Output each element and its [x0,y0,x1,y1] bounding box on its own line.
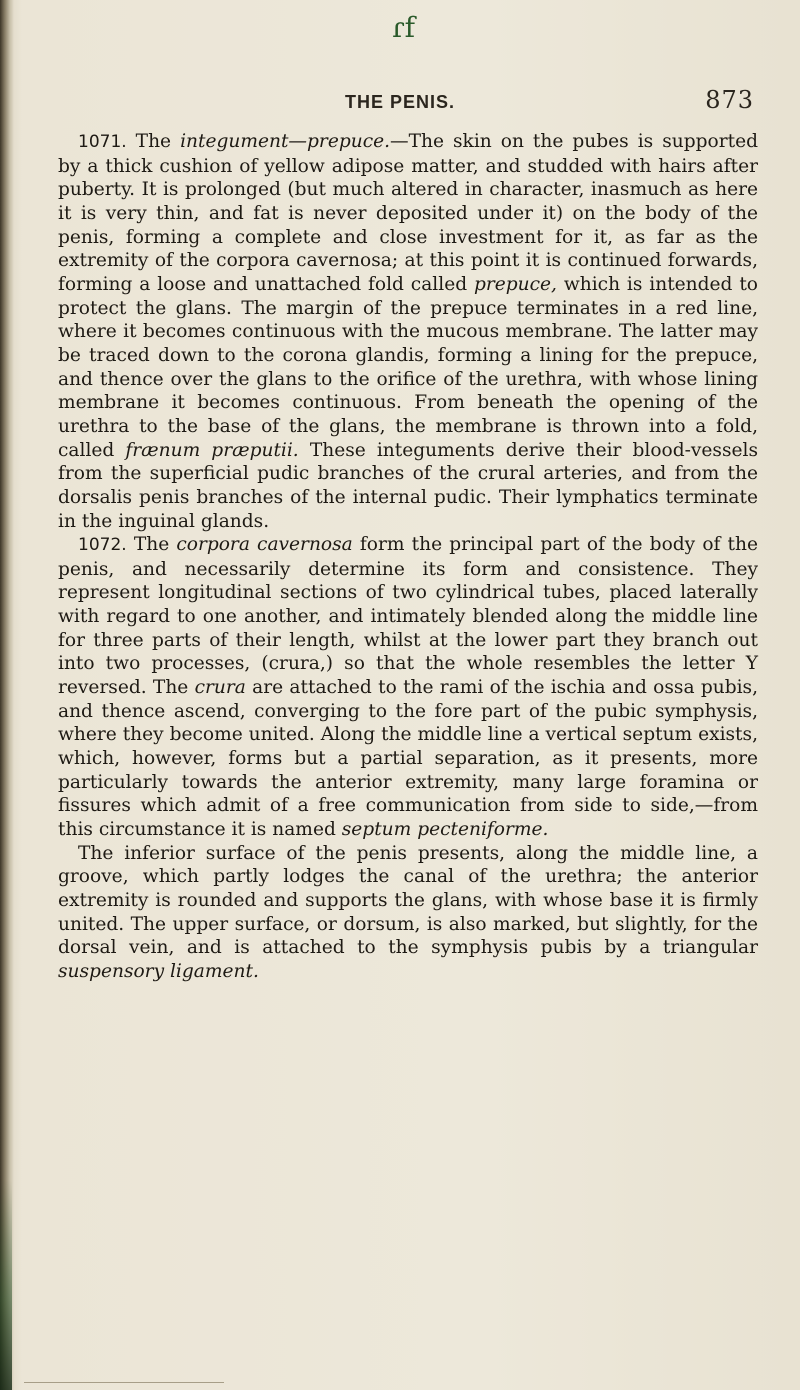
text-run: are attached to the rami of the ischia and ossa pubis, and thence ascend, converging to the fore part of the pubic symphysis, where they become united. Along the middle line a vertical septum exists, which, however, forms but a partial separation, as it presents, more particularly towards the anterior extremity, many large foramina or fissures which admit of a free communication from side to side,—from this circumstance it is named [58,677,759,841]
italic-term: frænum præputii. [125,439,299,461]
paragraph-number: 1072. [78,535,127,556]
italic-term: crura [194,677,246,699]
italic-term: corpora cavernosa [176,534,353,556]
paragraph-inferior-surface [58,842,758,984]
italic-term: integument—prepuce. [180,131,391,152]
italic-term: prepuce, [473,273,557,295]
paragraph-1072 [58,533,758,842]
text-run: The [126,131,181,152]
margin-mark: ɾf [392,11,416,44]
text-run: The inferior surface of the penis presents, along the middle line, a groove, which partly lodges the canal of the urethra; the anterior extremity is rounded and supports the glans, with whose base it is firmly united. The upper surface, or dorsum, is also marked, but slightly, for the dorsal vein, and is attached to the symphysis pubis by a triangular [58,842,758,959]
text-run: form the principal part of the body of the penis, and necessarily determine its form and consistence. They represent longitudinal sections of two cylindrical tubes, placed laterally with regard to one another, and intimately blended along the middle line for three parts of their length, whilst at the lower part they branch out into two processes, (crura,) so that the whole resembles the letter Y reversed. The [58,534,759,699]
text-run: —The skin on the pubes is supported by a thick cushion of yellow adipose matter, and studded with hairs after puberty. It is prolonged (but much altered in character, inasmuch as here it is very thin, and fat is never deposited under it) on the body of the penis, forming a complete and close investment for it, as far as the extremity of the corpora cavernosa; at this point it is continued forwards, forming a loose and unattached fold called [58,131,759,295]
italic-term: septum pecteniforme. [341,819,549,841]
paragraph-number: 1071. [78,132,127,152]
bottom-rule [24,1382,224,1383]
italic-term: suspensory ligament. [58,960,259,982]
page-title: THE PENIS. [344,92,456,112]
text-run: The [126,534,177,556]
body-text [58,130,758,984]
text-run: which is intended to protect the glans. The margin of the prepuce terminates in a red line, where it becomes continuous with the mucous membrane. The latter may be traced down to the corona glandis, forming a lining for the prepuce, and thence over the glans to the orifice of the urethra, with whose lining membrane it becomes continuous. From beneath the opening of the urethra to the base of the glans, the membrane is thrown into a fold, called [58,273,758,461]
paragraph-1071 [58,130,758,533]
running-header [0,70,800,114]
text-run: These integuments derive their blood-vessels from the superficial pudic branches of the crural arteries, and from the dorsalis penis branches of the internal pudic. Their lymphatics terminate in the inguinal glands. [58,439,759,532]
page-edge-stain [0,1180,12,1390]
page-number: 873 [705,86,754,114]
